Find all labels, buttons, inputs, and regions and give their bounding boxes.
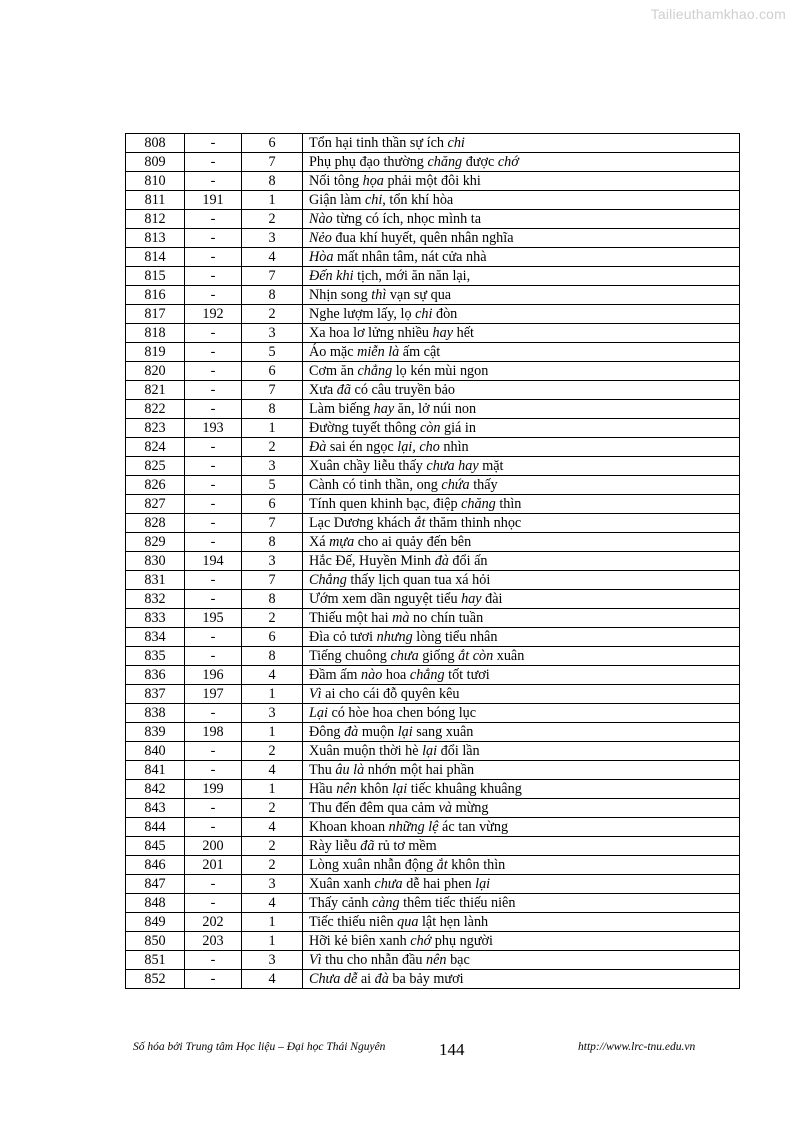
table-row: [126, 476, 740, 495]
page-ref: -: [185, 248, 242, 267]
table-row: [126, 875, 740, 894]
table-row: [126, 856, 740, 875]
row-number: 812: [126, 210, 185, 229]
verse-text: Khoan khoan những lệ ác tan vừng: [303, 818, 740, 837]
row-number: 829: [126, 533, 185, 552]
row-number: 845: [126, 837, 185, 856]
row-number: 823: [126, 419, 185, 438]
page-ref: 198: [185, 723, 242, 742]
table-row: [126, 799, 740, 818]
line-ref: 2: [242, 305, 303, 324]
table-row: [126, 609, 740, 628]
row-number: 832: [126, 590, 185, 609]
verse-text: Hắc Đế, Huyền Minh đà đổi ấn: [303, 552, 740, 571]
line-ref: 3: [242, 457, 303, 476]
row-number: 839: [126, 723, 185, 742]
table-row: [126, 894, 740, 913]
page-number: 144: [439, 1040, 465, 1059]
row-number: 826: [126, 476, 185, 495]
page-ref: -: [185, 229, 242, 248]
verse-text: Thấy cảnh càng thêm tiếc thiếu niên: [303, 894, 740, 913]
page-ref: -: [185, 172, 242, 191]
line-ref: 2: [242, 438, 303, 457]
table-row: [126, 134, 740, 153]
row-number: 848: [126, 894, 185, 913]
table-row: [126, 533, 740, 552]
line-ref: 3: [242, 552, 303, 571]
page-ref: 192: [185, 305, 242, 324]
verse-text: Cơm ăn chẳng lọ kén mùi ngon: [303, 362, 740, 381]
table-row: [126, 191, 740, 210]
line-ref: 4: [242, 761, 303, 780]
line-ref: 6: [242, 495, 303, 514]
page-ref: 200: [185, 837, 242, 856]
table-row: [126, 419, 740, 438]
row-number: 810: [126, 172, 185, 191]
line-ref: 2: [242, 837, 303, 856]
line-ref: 1: [242, 191, 303, 210]
row-number: 811: [126, 191, 185, 210]
page-ref: -: [185, 495, 242, 514]
verse-text: Thu đến đêm qua cảm và mừng: [303, 799, 740, 818]
table-row: [126, 780, 740, 799]
line-ref: 4: [242, 894, 303, 913]
line-ref: 8: [242, 533, 303, 552]
verse-text: Đìa cỏ tươi nhưng lòng tiểu nhân: [303, 628, 740, 647]
row-number: 808: [126, 134, 185, 153]
row-number: 816: [126, 286, 185, 305]
table-row: [126, 286, 740, 305]
verse-text: Cành có tinh thần, ong chứa thấy: [303, 476, 740, 495]
line-ref: 8: [242, 590, 303, 609]
row-number: 818: [126, 324, 185, 343]
row-number: 833: [126, 609, 185, 628]
row-number: 851: [126, 951, 185, 970]
table-row: [126, 818, 740, 837]
verse-text: Nhịn song thì vạn sự qua: [303, 286, 740, 305]
line-ref: 7: [242, 153, 303, 172]
table-row: [126, 229, 740, 248]
row-number: 817: [126, 305, 185, 324]
table-row: [126, 381, 740, 400]
verse-text: Đầm ấm nào hoa chẳng tốt tươi: [303, 666, 740, 685]
verse-text: Xa hoa lơ lửng nhiều hay hết: [303, 324, 740, 343]
verse-text: Giận làm chi, tổn khí hòa: [303, 191, 740, 210]
table-row: [126, 951, 740, 970]
verse-text: Xá mựa cho ai quảy đến bên: [303, 533, 740, 552]
table-row: [126, 704, 740, 723]
page-ref: -: [185, 704, 242, 723]
line-ref: 7: [242, 514, 303, 533]
row-number: 819: [126, 343, 185, 362]
row-number: 827: [126, 495, 185, 514]
line-ref: 7: [242, 381, 303, 400]
line-ref: 8: [242, 172, 303, 191]
verse-text: Làm biếng hay ăn, lở núi non: [303, 400, 740, 419]
table-row: [126, 685, 740, 704]
verse-text: Tổn hại tinh thần sự ích chi: [303, 134, 740, 153]
row-number: 849: [126, 913, 185, 932]
page-ref: -: [185, 267, 242, 286]
table-row: [126, 970, 740, 989]
page-ref: -: [185, 286, 242, 305]
row-number: 830: [126, 552, 185, 571]
table-row: [126, 647, 740, 666]
page-ref: 194: [185, 552, 242, 571]
verse-text: Tiếng chuông chưa giống ắt còn xuân: [303, 647, 740, 666]
verse-table-body: [126, 134, 740, 989]
verse-text: Lại có hòe hoa chen bóng lục: [303, 704, 740, 723]
line-ref: 2: [242, 210, 303, 229]
page-ref: -: [185, 476, 242, 495]
table-row: [126, 913, 740, 932]
line-ref: 4: [242, 970, 303, 989]
verse-text: Vì ai cho cái đỗ quyên kêu: [303, 685, 740, 704]
verse-text: Tính quen khinh bạc, điệp chăng thìn: [303, 495, 740, 514]
table-row: [126, 153, 740, 172]
watermark: Tailieuthamkhao.com: [650, 6, 786, 22]
line-ref: 3: [242, 229, 303, 248]
page-ref: 197: [185, 685, 242, 704]
verse-text: Chẳng thấy lịch quan tua xá hỏi: [303, 571, 740, 590]
page-ref: -: [185, 381, 242, 400]
line-ref: 5: [242, 343, 303, 362]
table-row: [126, 495, 740, 514]
line-ref: 4: [242, 248, 303, 267]
verse-text: Vì thu cho nhẫn đầu nên bạc: [303, 951, 740, 970]
page-ref: 203: [185, 932, 242, 951]
line-ref: 8: [242, 286, 303, 305]
line-ref: 3: [242, 875, 303, 894]
page-ref: -: [185, 875, 242, 894]
row-number: 822: [126, 400, 185, 419]
page-ref: 193: [185, 419, 242, 438]
page-ref: 191: [185, 191, 242, 210]
line-ref: 1: [242, 685, 303, 704]
page-ref: -: [185, 571, 242, 590]
line-ref: 1: [242, 932, 303, 951]
verse-text: Xưa đã có câu truyền bảo: [303, 381, 740, 400]
table-row: [126, 267, 740, 286]
row-number: 813: [126, 229, 185, 248]
table-row: [126, 362, 740, 381]
verse-text: Ướm xem dần nguyệt tiểu hay đài: [303, 590, 740, 609]
verse-text: Áo mặc miễn là ấm cật: [303, 343, 740, 362]
row-number: 836: [126, 666, 185, 685]
line-ref: 1: [242, 780, 303, 799]
line-ref: 1: [242, 419, 303, 438]
verse-text: Hỡi kẻ biên xanh chớ phụ người: [303, 932, 740, 951]
table-row: [126, 742, 740, 761]
row-number: 838: [126, 704, 185, 723]
verse-text: Lạc Dương khách ắt thăm thinh nhọc: [303, 514, 740, 533]
row-number: 809: [126, 153, 185, 172]
row-number: 835: [126, 647, 185, 666]
line-ref: 6: [242, 134, 303, 153]
table-row: [126, 305, 740, 324]
page-ref: 201: [185, 856, 242, 875]
page-ref: -: [185, 210, 242, 229]
table-row: [126, 514, 740, 533]
verse-text: Xuân muộn thời hè lại đổi lần: [303, 742, 740, 761]
verse-text: Nối tông họa phải một đôi khi: [303, 172, 740, 191]
verse-text: Xuân chầy liễu thấy chưa hay mặt: [303, 457, 740, 476]
line-ref: 1: [242, 913, 303, 932]
row-number: 831: [126, 571, 185, 590]
page-ref: 195: [185, 609, 242, 628]
table-row: [126, 210, 740, 229]
line-ref: 3: [242, 951, 303, 970]
line-ref: 6: [242, 628, 303, 647]
table-row: [126, 837, 740, 856]
line-ref: 8: [242, 400, 303, 419]
page-ref: -: [185, 362, 242, 381]
page-ref: -: [185, 799, 242, 818]
page-ref: -: [185, 818, 242, 837]
row-number: 815: [126, 267, 185, 286]
row-number: 847: [126, 875, 185, 894]
line-ref: 7: [242, 267, 303, 286]
line-ref: 4: [242, 666, 303, 685]
row-number: 850: [126, 932, 185, 951]
row-number: 821: [126, 381, 185, 400]
page-ref: -: [185, 153, 242, 172]
page-ref: -: [185, 134, 242, 153]
verse-text: Lòng xuân nhẫn động ắt khôn thìn: [303, 856, 740, 875]
line-ref: 4: [242, 818, 303, 837]
line-ref: 3: [242, 704, 303, 723]
page-ref: -: [185, 628, 242, 647]
page-ref: -: [185, 894, 242, 913]
row-number: 824: [126, 438, 185, 457]
verse-text: Thu âu là nhớn một hai phần: [303, 761, 740, 780]
table-row: [126, 324, 740, 343]
page-ref: -: [185, 951, 242, 970]
table-row: [126, 761, 740, 780]
verse-text: Tiếc thiếu niên qua lật hẹn lành: [303, 913, 740, 932]
page-ref: 202: [185, 913, 242, 932]
page-ref: -: [185, 761, 242, 780]
line-ref: 2: [242, 799, 303, 818]
table-row: [126, 172, 740, 191]
line-ref: 8: [242, 647, 303, 666]
table-row: [126, 571, 740, 590]
verse-text: Thiếu một hai mà no chín tuần: [303, 609, 740, 628]
table-row: [126, 438, 740, 457]
verse-text: Rày liễu đã rủ tơ mềm: [303, 837, 740, 856]
page-ref: -: [185, 533, 242, 552]
verse-text: Nào từng có ích, nhọc mình ta: [303, 210, 740, 229]
page-ref: -: [185, 457, 242, 476]
verse-text: Nghe lượm lấy, lọ chi đòn: [303, 305, 740, 324]
page-ref: -: [185, 438, 242, 457]
line-ref: 2: [242, 609, 303, 628]
verse-text: Đà sai én ngọc lại, cho nhìn: [303, 438, 740, 457]
row-number: 820: [126, 362, 185, 381]
page-ref: -: [185, 400, 242, 419]
row-number: 840: [126, 742, 185, 761]
page-ref: 199: [185, 780, 242, 799]
table-row: [126, 723, 740, 742]
page-ref: 196: [185, 666, 242, 685]
table-row: [126, 457, 740, 476]
page-ref: -: [185, 742, 242, 761]
row-number: 825: [126, 457, 185, 476]
verse-text: Hầu nên khôn lại tiếc khuâng khuâng: [303, 780, 740, 799]
verse-table: [125, 133, 740, 989]
page-ref: -: [185, 324, 242, 343]
line-ref: 5: [242, 476, 303, 495]
row-number: 834: [126, 628, 185, 647]
verse-text: Chưa dễ ai đà ba bảy mươi: [303, 970, 740, 989]
table-row: [126, 628, 740, 647]
verse-text: Đến khi tịch, mới ăn năn lại,: [303, 267, 740, 286]
row-number: 837: [126, 685, 185, 704]
verse-text: Phụ phụ đạo thường chăng được chớ: [303, 153, 740, 172]
table-row: [126, 552, 740, 571]
line-ref: 6: [242, 362, 303, 381]
footer-source: Số hóa bởi Trung tâm Học liệu – Đại học Thái Nguyên: [133, 1041, 386, 1053]
verse-text: Xuân xanh chưa dễ hai phen lại: [303, 875, 740, 894]
row-number: 814: [126, 248, 185, 267]
line-ref: 3: [242, 324, 303, 343]
page-ref: -: [185, 590, 242, 609]
table-row: [126, 932, 740, 951]
page-ref: -: [185, 514, 242, 533]
table-row: [126, 248, 740, 267]
footer-url[interactable]: http://www.lrc-tnu.edu.vn: [578, 1041, 696, 1053]
verse-text: Đường tuyết thông còn giá in: [303, 419, 740, 438]
row-number: 843: [126, 799, 185, 818]
verse-text: Hòa mất nhân tâm, nát cửa nhà: [303, 248, 740, 267]
page-ref: -: [185, 647, 242, 666]
row-number: 828: [126, 514, 185, 533]
table-row: [126, 590, 740, 609]
line-ref: 2: [242, 856, 303, 875]
line-ref: 2: [242, 742, 303, 761]
line-ref: 7: [242, 571, 303, 590]
table-row: [126, 343, 740, 362]
table-row: [126, 666, 740, 685]
row-number: 841: [126, 761, 185, 780]
line-ref: 1: [242, 723, 303, 742]
row-number: 844: [126, 818, 185, 837]
row-number: 852: [126, 970, 185, 989]
verse-text: Nẻo đua khí huyết, quên nhân nghĩa: [303, 229, 740, 248]
page-ref: -: [185, 343, 242, 362]
page-ref: -: [185, 970, 242, 989]
verse-text: Đông đà muộn lại sang xuân: [303, 723, 740, 742]
row-number: 842: [126, 780, 185, 799]
row-number: 846: [126, 856, 185, 875]
table-row: [126, 400, 740, 419]
